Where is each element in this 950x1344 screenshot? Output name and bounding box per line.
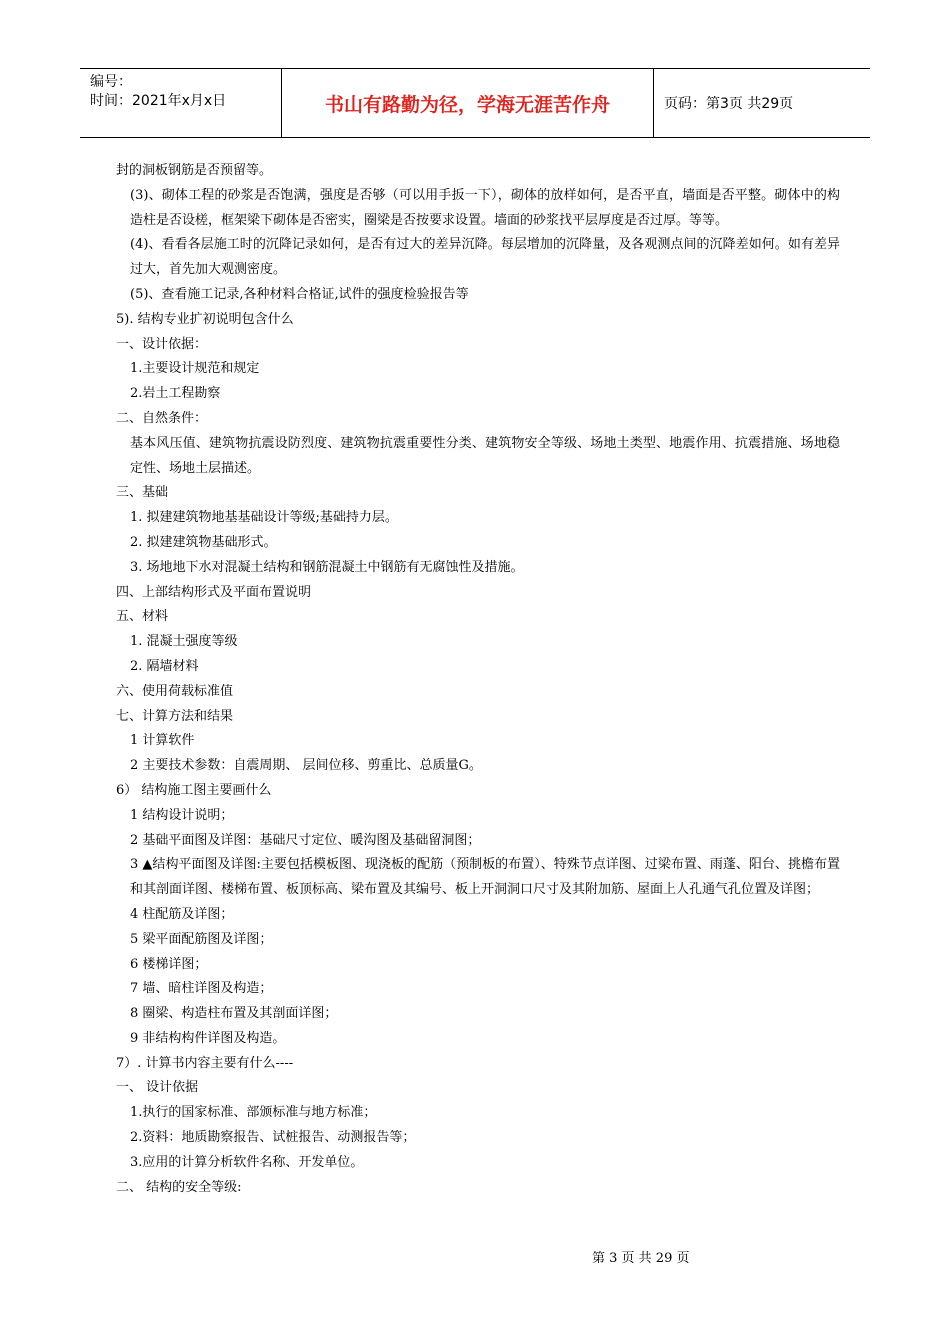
header-page-info: 页码：第3页 共29页 bbox=[664, 96, 794, 112]
body-line: 1.主要设计规范和规定 bbox=[130, 361, 260, 377]
body-line: 五、材料 bbox=[116, 609, 169, 625]
body-line: 3. 场地地下水对混凝土结构和钢筋混凝土中钢筋有无腐蚀性及措施。 bbox=[130, 559, 524, 575]
body-line: 7 墙、暗柱详图及构造； bbox=[130, 981, 273, 997]
body-line: 1 计算软件 bbox=[130, 733, 195, 749]
body-line: 1. 混凝土强度等级 bbox=[130, 634, 238, 650]
body-line: 三、基础 bbox=[116, 485, 169, 501]
body-line: 7）. 计算书内容主要有什么---- bbox=[116, 1055, 294, 1071]
body-line: 基本风压值、建筑物抗震设防烈度、建筑物抗震重要性分类、建筑物安全等级、场地土类型、地震作用、抗震措施、场地稳定性、场地土层描述。 bbox=[130, 435, 840, 476]
body-line: 七、计算方法和结果 bbox=[116, 708, 234, 724]
body-line: 1. 拟建建筑物地基基础设计等级;基础持力层。 bbox=[130, 510, 398, 526]
body-line: 4 柱配筋及详图； bbox=[130, 906, 234, 922]
header-meta-cell bbox=[80, 69, 282, 137]
body-line: 2.岩土工程勘察 bbox=[130, 386, 221, 402]
body-line: 8 圈梁、构造柱布置及其剖面详图； bbox=[130, 1006, 338, 1022]
body-line: 6） 结构施工图主要画什么 bbox=[116, 782, 272, 798]
header-motto: 书山有路勤为径，学海无涯苦作舟 bbox=[282, 69, 654, 137]
body-line: 1 结构设计说明； bbox=[130, 807, 234, 823]
body-line: 2. 隔墙材料 bbox=[130, 658, 199, 674]
header-number-label: 编号： bbox=[90, 74, 132, 90]
body-line: 一、设计依据： bbox=[116, 336, 208, 352]
body-line: 2.资料：地质勘察报告、试桩报告、动测报告等； bbox=[130, 1130, 416, 1146]
page-header bbox=[80, 68, 870, 138]
body-line: 3.应用的计算分析软件名称、开发单位。 bbox=[130, 1154, 364, 1170]
page-footer: 第 3 页 共 29 页 bbox=[592, 1251, 690, 1266]
document-body bbox=[116, 159, 840, 1200]
body-line: 封的洞板钢筋是否预留等。 bbox=[116, 163, 273, 178]
body-line: (5)、查看施工记录,各种材料合格证,试件的强度检验报告等 bbox=[130, 286, 469, 302]
body-line: 5 梁平面配筋图及详图； bbox=[130, 931, 273, 947]
body-line: 四、上部结构形式及平面布置说明 bbox=[116, 584, 312, 600]
body-line: 六、使用荷载标准值 bbox=[116, 683, 234, 699]
body-line: 二、自然条件： bbox=[116, 410, 208, 426]
body-line: 2 基础平面图及详图：基础尺寸定位、暖沟图及基础留洞图； bbox=[130, 832, 481, 848]
body-line: (3)、砌体工程的砂浆是否饱满，强度是否够（可以用手扳一下），砌体的放样如何，是否平直，墙面是否平整。砌体中的构造柱是否设槎，框架梁下砌体是否密实，圈梁是否按要求设置。墙面的砂浆找平层厚度是否过厚。等等。 bbox=[130, 187, 840, 228]
body-line: 一、 设计依据 bbox=[116, 1080, 199, 1096]
body-line: 5). 结构专业扩初说明包含什么 bbox=[116, 311, 294, 327]
body-line: 1.执行的国家标准、部颁标准与地方标准； bbox=[130, 1105, 377, 1121]
body-line: 3 ▲结构平面图及详图:主要包括模板图、现浇板的配筋（预制板的布置）、特殊节点详图、过梁布置、雨蓬、阳台、挑檐布置和其剖面详图、楼梯布置、板顶标高、梁布置及其编号、板上开洞洞口尺寸及其附加筋、屋面上人孔通气孔位置及详图； bbox=[130, 857, 840, 898]
body-line: 9 非结构构件详图及构造。 bbox=[130, 1030, 286, 1046]
body-line: 二、 结构的安全等级: bbox=[116, 1179, 242, 1195]
header-time-label: 时间：2021年x月x日 bbox=[90, 93, 227, 109]
body-line: 2. 拟建建筑物基础形式。 bbox=[130, 534, 277, 550]
body-line: 6 楼梯详图； bbox=[130, 956, 208, 972]
body-line: 2 主要技术参数：自震周期、 层间位移、剪重比、总质量G。 bbox=[130, 758, 482, 774]
body-line: (4)、看看各层施工时的沉降记录如何，是否有过大的差异沉降。每层增加的沉降量，及各观测点间的沉降差如何。如有差异过大，首先加大观测密度。 bbox=[130, 237, 840, 278]
